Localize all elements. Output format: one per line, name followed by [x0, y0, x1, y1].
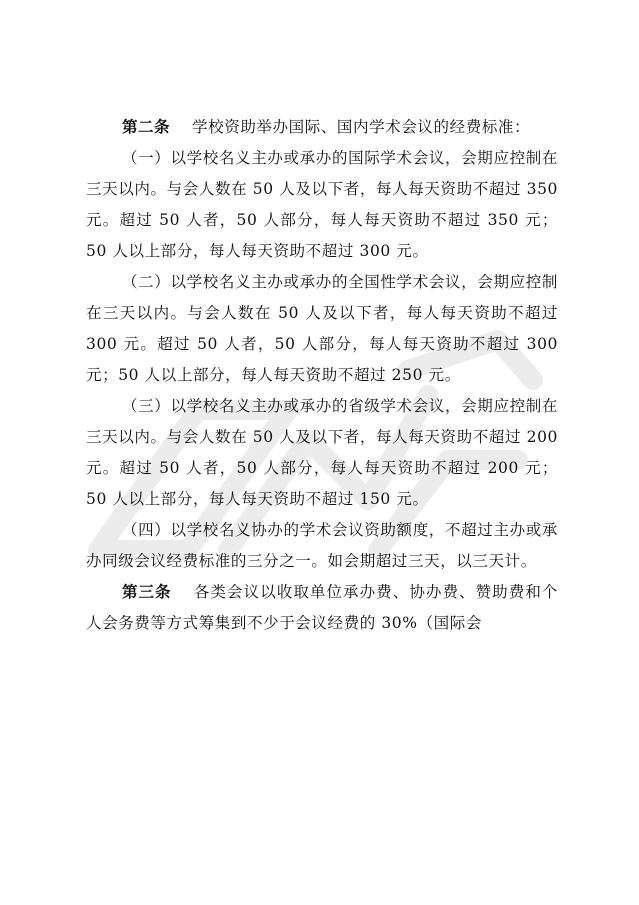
article-2-item-4: （四）以学校名义协办的学术会议资助额度，不超过主办或承办同级会议经费标准的三分之一。如会期超过三天，以三天计。 [86, 521, 558, 570]
article-3-number: 第三条 [122, 583, 172, 601]
article-2-item-2: （二）以学校名义主办或承办的全国性学术会议，会期应控制在三天以内。与会人数在 50 人及以下者，每人每天资助不超过 300 元。超过 50 人者，50 人部分，每人每天资助不超过 300 元；50 人以上部分，每人每天资助不超过 250 元。 [86, 273, 558, 384]
article-2-number: 第二条 [122, 118, 171, 136]
article-2-item-1: （一）以学校名义主办或承办的国际学术会议，会期应控制在三天以内。与会人数在 50 人及以下者，每人每天资助不超过 350 元。超过 50 人者，50 人部分，每人每天资助不超过 350 元；50 人以上部分，每人每天资助不超过 300 元。 [86, 149, 558, 260]
article-3-text: 各类会议以收取单位承办费、协办费、赞助费和个人会务费等方式筹集到不少于会议经费的 30%（国际会 [86, 583, 558, 632]
article-2-item-3: （三）以学校名义主办或承办的省级学术会议，会期应控制在三天以内。与会人数在 50 人及以下者，每人每天资助不超过 200 元。超过 50 人者，50 人部分，每人每天资助不超过 200 元；50 人以上部分，每人每天资助不超过 150 元。 [86, 397, 558, 508]
document-body [86, 112, 558, 639]
article-2-heading [86, 112, 558, 143]
article-2-title: 学校资助举办国际、国内学术会议的经费标准： [192, 118, 531, 136]
article-3-paragraph [86, 577, 558, 639]
